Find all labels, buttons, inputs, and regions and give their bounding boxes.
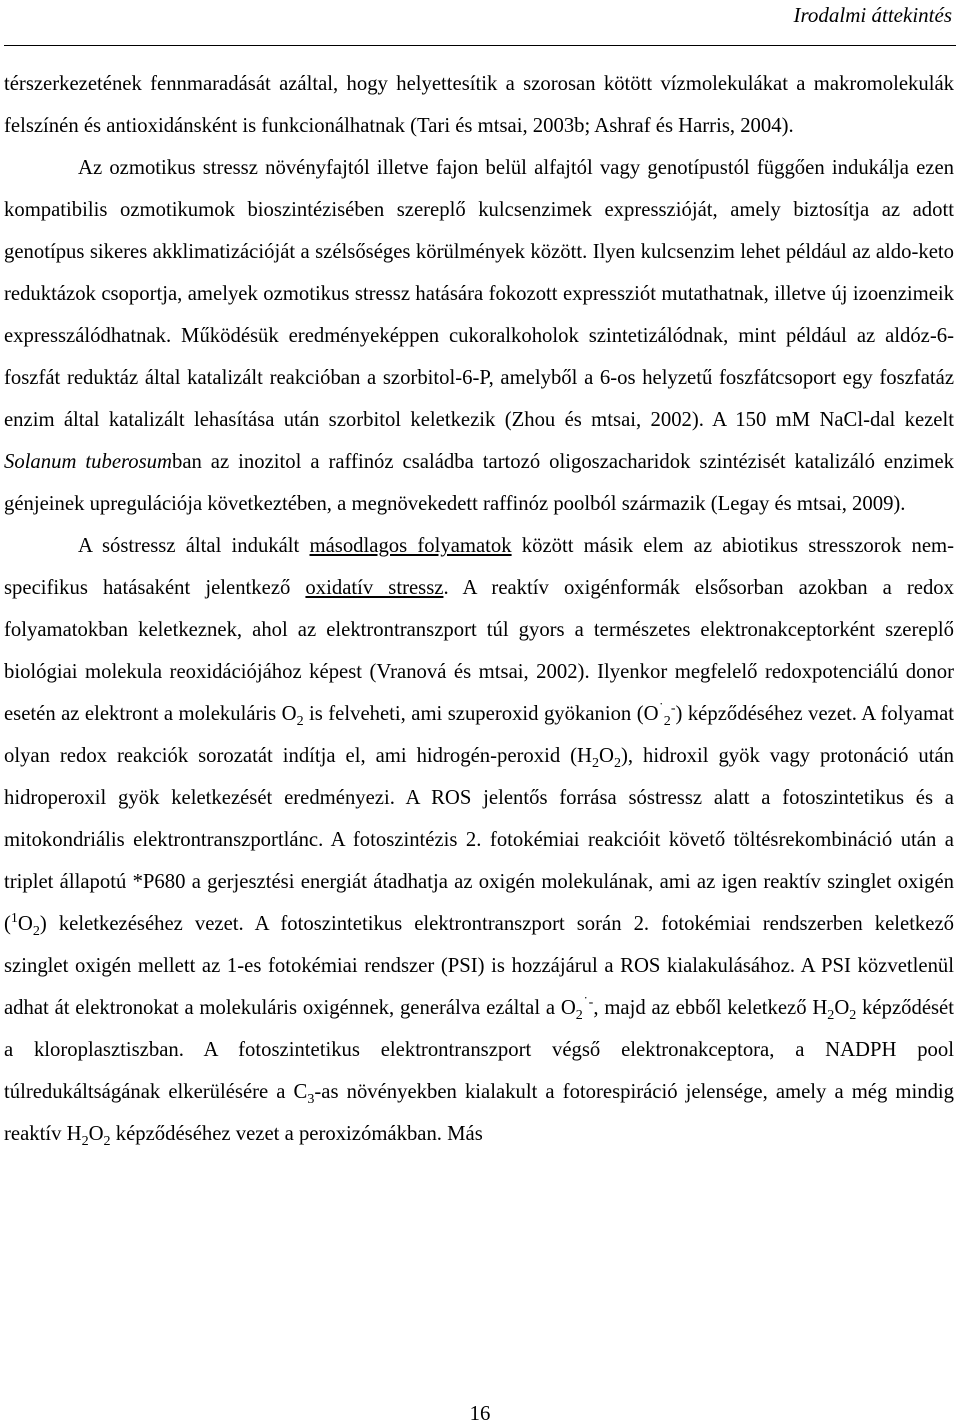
text-run: képződéséhez vezet a peroxizómákban. Más (110, 1123, 483, 1145)
text-run: között másik elem az abiotikus stresszorok nem-specifikus hatásaként jelentkező (4, 535, 955, 599)
subscript: 3 (307, 1091, 315, 1108)
subscript: 2 (663, 713, 671, 730)
text-run: ban az inozitol a raffinóz családba tartozó oligoszacharidok szintézisét katalizáló enzimek génjeinek upregulációja következtében, a megnövekedett raffinóz poolból származik (Legay és mtsai, 2009). (4, 451, 955, 515)
text-run: O (88, 1123, 104, 1145)
body-text (4, 63, 954, 1155)
text-run: -as növényekben kialakult a fotorespiráció jelensége, amely a még mindig reaktív H (4, 1081, 955, 1145)
underlined-term-secondary-processes: másodlagos folyamatok (309, 535, 512, 557)
subscript: 2 (827, 1007, 835, 1024)
subscript: 2 (575, 1007, 583, 1024)
paragraph-osmotic-stress (4, 147, 954, 525)
running-header: Irodalmi áttekintés (793, 3, 952, 27)
text-run: ) képződéséhez vezet. A folyamat olyan redox reakciók sorozatát indítja el, ami hidrogén-peroxid (H (4, 703, 955, 767)
text-run: O (834, 997, 850, 1019)
text-run: Az ozmotikus stressz növényfajtól illetve fajon belül alfajtól vagy genotípustól függően indukálja ezen kompatibilis ozmotikumok bioszintézisében szereplő kulcsenzimek expresszióját, amely biztosítja az adott genotípus sikeres akklimatizációját a szélsőséges körülmények között. Ilyen kulcsenzim lehet például az aldo-keto reduktázok csoportja, amelyek ozmotikus stressz hatására fokozott expressziót mutathatnak, illetve új izoenzimeik expresszálódhatnak. Működésük eredményeképpen cukoralkoholok szintetizálódnak, mint például az aldóz-6-foszfát reduktáz által katalizált reakcióban a szorbitol-6-P, amelyből a 6-os helyzetű foszfátcsoport egy foszfatáz enzim által katalizált lehasítása után szorbitol keletkezik (Zhou és mtsai, 2002). A 150 mM NaCl-dal kezelt (4, 157, 954, 431)
text-run: A sóstressz által indukált (78, 535, 310, 557)
text-run: . A reaktív oxigénformák elsősorban azokban a redox folyamatokban keletkeznek, ahol az elektrontranszport túl gyors a természetes elektronakceptorként szereplő biológiai molekula reoxidációjához képest (Vranová és mtsai, 2002). Ilyenkor megfelelő redoxpotenciálú donor esetén az elektront a molekuláris O (4, 577, 954, 725)
page-number: 16 (469, 1403, 491, 1425)
text-run: , majd az ebből keletkező H (593, 997, 828, 1019)
superscript: ˙- (582, 994, 594, 1011)
paragraph-oxidative-stress (4, 525, 954, 1155)
text-run: is felveheti, ami szuperoxid gyökanion (O (303, 703, 659, 725)
subscript: 2 (613, 755, 621, 772)
subscript: 2 (296, 713, 304, 730)
subscript: 2 (103, 1133, 111, 1150)
text-run: O (17, 913, 33, 935)
superscript: - (670, 700, 676, 717)
text-run: képződését a kloroplasztiszban. A fotoszintetikus elektrontranszport végső elektronakceptora, a NADPH pool túlredukáltságának elkerülésére a C (4, 997, 954, 1103)
subscript: 2 (591, 755, 600, 772)
header-rule (4, 45, 956, 46)
superscript: 1 (10, 910, 18, 927)
superscript: ˙ (658, 700, 664, 717)
text-run: O (599, 745, 614, 767)
subscript: 2 (32, 923, 40, 940)
subscript: 2 (81, 1133, 89, 1150)
paragraph-continuation: térszerkezetének fennmaradását azáltal, hogy helyettesítik a szorosan kötött vízmolekulákat a makromolekulák felszínén és antioxidánsként is funkcionálhatnak (Tari és mtsai, 2003b; Ashraf és Harris, 2004). (4, 73, 954, 137)
species-epithet: tuberosum (85, 451, 172, 473)
species-genus: Solanum (4, 451, 77, 473)
underlined-term-oxidative-stress: oxidatív stressz (305, 577, 444, 599)
text-run: ), hidroxil gyök vagy protonáció után hidroperoxil gyök keletkezését eredményezi. A ROS jelentős forrása sóstressz alatt a fotoszintetikus és a mitokondriális elektrontranszportlánc. A fotoszintézis 2. fotokémiai reakcióit követő töltésrekombináció után a triplet állapotú *P680 a gerjesztési energiát átadhatja az oxigén molekulának, ami az igen reaktív szinglet oxigén ( (4, 745, 954, 935)
text-run: ) keletkezéséhez vezet. A fotoszintetikus elektrontranszport során 2. fotokémiai rendszerben keletkező szinglet oxigén mellett az 1-es fotokémiai rendszer (PSI) is hozzájárul a ROS kialakulásához. A PSI közvetlenül adhat át elektronokat a molekuláris oxigénnek, generálva ezáltal a O (4, 913, 954, 1019)
subscript: 2 (849, 1007, 857, 1024)
